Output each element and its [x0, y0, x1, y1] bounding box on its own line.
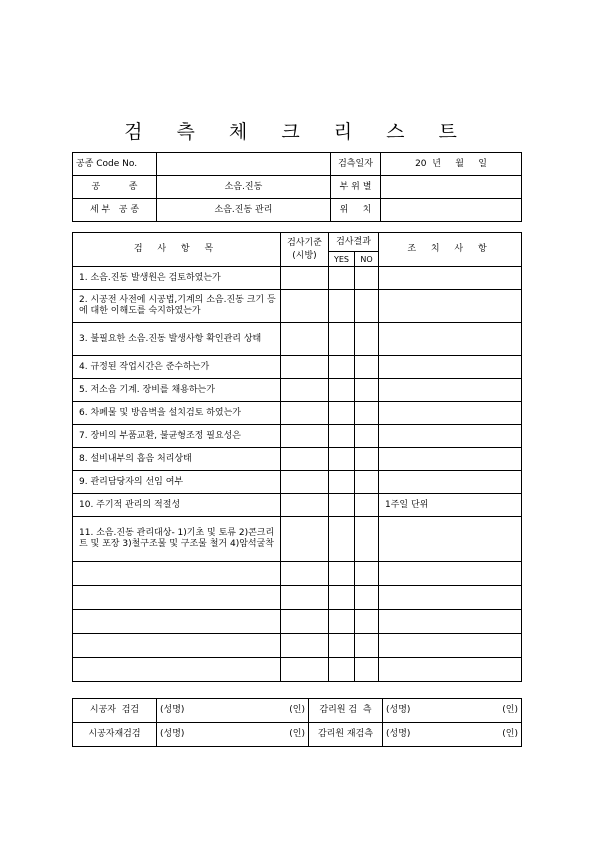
col-header-yes: YES — [329, 252, 355, 267]
item-text — [73, 634, 281, 658]
date-field[interactable]: 20 년 월 일 — [381, 153, 522, 176]
criteria-cell[interactable] — [281, 494, 329, 517]
part-label: 부 위 별 — [331, 176, 381, 199]
table-row — [73, 290, 522, 323]
col-header-criteria — [281, 233, 329, 267]
no-cell[interactable] — [355, 267, 379, 290]
seal-label: (인) — [289, 705, 305, 715]
yes-cell[interactable] — [329, 448, 355, 471]
criteria-cell[interactable] — [281, 471, 329, 494]
item-text — [73, 562, 281, 586]
yes-cell[interactable] — [329, 356, 355, 379]
yes-cell[interactable] — [329, 379, 355, 402]
no-cell[interactable] — [355, 634, 379, 658]
action-cell[interactable] — [379, 290, 522, 323]
item-text: 8. 설비내부의 흡음 처리상태 — [73, 448, 281, 471]
action-cell[interactable] — [379, 425, 522, 448]
action-cell[interactable] — [379, 471, 522, 494]
criteria-cell[interactable] — [281, 448, 329, 471]
inspection-table — [72, 232, 522, 682]
no-cell[interactable] — [355, 290, 379, 323]
document-title: 검 측 체 크 리 스 트 — [124, 121, 471, 143]
table-row — [73, 586, 522, 610]
no-cell[interactable] — [355, 517, 379, 562]
no-cell[interactable] — [355, 610, 379, 634]
yes-cell[interactable] — [329, 586, 355, 610]
signature-table — [72, 698, 522, 747]
yes-cell[interactable] — [329, 634, 355, 658]
col-header-action: 조 치 사 항 — [379, 233, 522, 267]
header-table — [72, 152, 522, 222]
yes-cell[interactable] — [329, 471, 355, 494]
table-row — [73, 494, 522, 517]
item-text: 10. 주기적 관리의 적절성 — [73, 494, 281, 517]
criteria-line1: 검사기준 — [287, 237, 322, 248]
yes-cell[interactable] — [329, 494, 355, 517]
col-header-item: 검 사 항 목 — [73, 233, 281, 267]
supervisor-inspect-label: 감리원 검 측 — [309, 699, 383, 723]
no-cell[interactable] — [355, 658, 379, 682]
no-cell[interactable] — [355, 448, 379, 471]
table-row — [73, 379, 522, 402]
criteria-cell[interactable] — [281, 562, 329, 586]
no-cell[interactable] — [355, 494, 379, 517]
action-cell[interactable] — [379, 448, 522, 471]
yes-cell[interactable] — [329, 562, 355, 586]
part-field[interactable] — [381, 176, 522, 199]
table-row — [73, 448, 522, 471]
location-label: 위 치 — [331, 199, 381, 222]
seal-label: (인) — [502, 705, 518, 715]
yes-cell[interactable] — [329, 610, 355, 634]
date-label: 검측일자 — [331, 153, 381, 176]
criteria-cell[interactable] — [281, 586, 329, 610]
detail-field[interactable]: 소음.진동 관리 — [157, 199, 331, 222]
action-cell[interactable] — [379, 562, 522, 586]
yes-cell[interactable] — [329, 658, 355, 682]
contractor-inspect-sign[interactable] — [157, 699, 309, 723]
criteria-cell[interactable] — [281, 402, 329, 425]
table-row — [73, 402, 522, 425]
table-row — [73, 267, 522, 290]
table-row — [73, 323, 522, 356]
criteria-line2: (시방) — [292, 250, 317, 261]
item-text: 11. 소음.진동 관리대상- 1)기초 및 토류 2)콘크리트 및 포장 3)철구조물 및 구조물 철거 4)암석굴착 — [73, 517, 281, 562]
criteria-cell[interactable] — [281, 356, 329, 379]
col-header-result: 검사결과 — [329, 233, 379, 252]
seal-label: (인) — [502, 729, 518, 739]
table-row — [73, 658, 522, 682]
contractor-inspect-label: 시공자 검검 — [73, 699, 157, 723]
item-text: 9. 관리담당자의 선임 여부 — [73, 471, 281, 494]
action-cell[interactable] — [379, 634, 522, 658]
action-cell[interactable] — [379, 356, 522, 379]
name-label: (성명) — [386, 729, 411, 739]
no-cell[interactable] — [355, 356, 379, 379]
action-cell[interactable]: 1주일 단위 — [379, 494, 522, 517]
criteria-cell[interactable] — [281, 610, 329, 634]
location-field[interactable] — [381, 199, 522, 222]
item-rows — [73, 267, 522, 682]
code-label: 공종 Code No. — [73, 153, 157, 176]
table-row — [73, 425, 522, 448]
criteria-cell[interactable] — [281, 379, 329, 402]
item-text — [73, 610, 281, 634]
table-row — [73, 634, 522, 658]
contractor-reinspect-sign[interactable] — [157, 723, 309, 747]
no-cell[interactable] — [355, 402, 379, 425]
table-row — [73, 356, 522, 379]
no-cell[interactable] — [355, 562, 379, 586]
yes-cell[interactable] — [329, 323, 355, 356]
action-cell[interactable] — [379, 586, 522, 610]
action-cell[interactable] — [379, 517, 522, 562]
yes-cell[interactable] — [329, 290, 355, 323]
action-cell[interactable] — [379, 610, 522, 634]
table-row — [73, 562, 522, 586]
item-text: 1. 소음.진동 발생원은 검토하였는가 — [73, 267, 281, 290]
no-cell[interactable] — [355, 425, 379, 448]
yes-cell[interactable] — [329, 425, 355, 448]
item-text: 3. 불필요한 소음.진동 발생사항 확인관리 상태 — [73, 323, 281, 356]
name-label: (성명) — [160, 729, 185, 739]
no-cell[interactable] — [355, 323, 379, 356]
item-text: 2. 시공전 사전에 시공법,기계의 소음.진동 크기 등에 대한 이해도를 숙지하였는가 — [73, 290, 281, 323]
criteria-cell[interactable] — [281, 517, 329, 562]
criteria-cell[interactable] — [281, 290, 329, 323]
yes-cell[interactable] — [329, 517, 355, 562]
criteria-cell[interactable] — [281, 658, 329, 682]
yes-cell[interactable] — [329, 402, 355, 425]
item-text: 4. 규정된 작업시간은 준수하는가 — [73, 356, 281, 379]
seal-label: (인) — [289, 729, 305, 739]
work-label: 공 종 — [73, 176, 157, 199]
contractor-reinspect-label: 시공자재검검 — [73, 723, 157, 747]
criteria-cell[interactable] — [281, 267, 329, 290]
supervisor-reinspect-sign[interactable] — [383, 723, 522, 747]
item-text — [73, 658, 281, 682]
table-row — [73, 517, 522, 562]
item-text: 6. 차폐물 및 방음벽을 설치검토 하였는가 — [73, 402, 281, 425]
item-text: 5. 저소음 기계. 장비를 채용하는가 — [73, 379, 281, 402]
action-cell[interactable] — [379, 323, 522, 356]
yes-cell[interactable] — [329, 267, 355, 290]
action-cell[interactable] — [379, 267, 522, 290]
item-text — [73, 586, 281, 610]
col-header-no: NO — [355, 252, 379, 267]
action-cell[interactable] — [379, 658, 522, 682]
criteria-cell[interactable] — [281, 634, 329, 658]
no-cell[interactable] — [355, 379, 379, 402]
code-field[interactable] — [157, 153, 331, 176]
table-row — [73, 471, 522, 494]
detail-label: 세 부 공 종 — [73, 199, 157, 222]
supervisor-inspect-sign[interactable] — [383, 699, 522, 723]
name-label: (성명) — [386, 705, 411, 715]
criteria-cell[interactable] — [281, 425, 329, 448]
no-cell[interactable] — [355, 471, 379, 494]
action-cell[interactable] — [379, 402, 522, 425]
criteria-cell[interactable] — [281, 323, 329, 356]
work-field[interactable]: 소음.진동 — [157, 176, 331, 199]
supervisor-reinspect-label: 감리원 재검측 — [309, 723, 383, 747]
no-cell[interactable] — [355, 586, 379, 610]
item-text: 7. 장비의 부품교환, 불균형조정 필요성은 — [73, 425, 281, 448]
table-row — [73, 610, 522, 634]
name-label: (성명) — [160, 705, 185, 715]
action-cell[interactable] — [379, 379, 522, 402]
